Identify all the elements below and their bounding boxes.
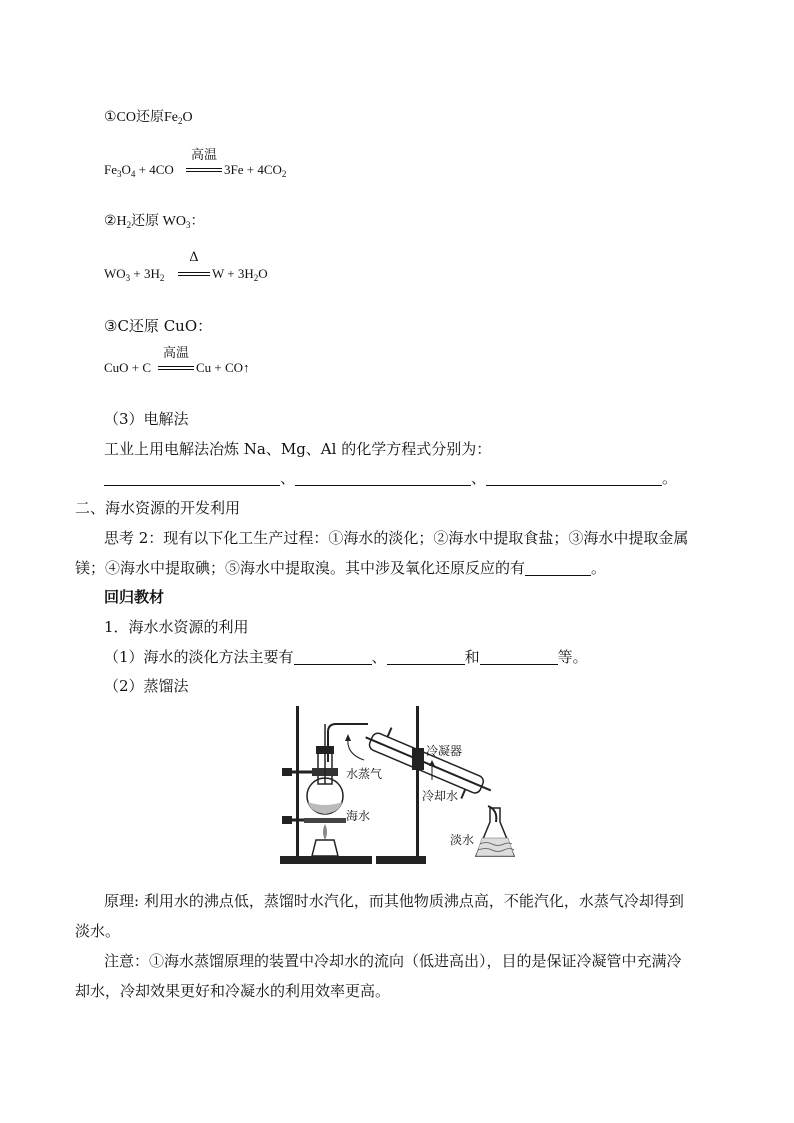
- formula-text: Fe: [104, 162, 117, 177]
- flame: [323, 824, 327, 840]
- clamp: [282, 816, 292, 824]
- principle-line-1: 原理: 利用水的沸点低，蒸馏时水汽化，而其他物质沸点高，不能汽化，水蒸气冷却得到: [104, 892, 684, 910]
- formula-text: O: [258, 266, 268, 281]
- reaction-2-rhs: [212, 264, 268, 284]
- clamp: [282, 768, 292, 776]
- reaction-3-condition: 高温: [162, 346, 189, 361]
- subscript: 3: [117, 169, 122, 179]
- subscript: 2: [159, 273, 165, 283]
- electrolysis-heading: （3）电解法: [104, 410, 189, 428]
- label-vapor: 水蒸气: [346, 767, 383, 781]
- arrow-head: [345, 734, 351, 741]
- reaction-2-title-text: ②H: [104, 214, 127, 229]
- separator: 、: [280, 469, 296, 487]
- subscript: 4: [130, 169, 136, 179]
- electrolysis-prompt: 工业上用电解法冶炼 Na、Mg、Al 的化学方程式分别为：: [104, 440, 492, 458]
- section-2-heading: 二、海水资源的开发利用: [75, 499, 241, 517]
- answer-blank[interactable]: [486, 469, 662, 486]
- think-2-line-1: 思考 2：现有以下化工生产过程：①海水的淡化；②海水中提取食盐；③海水中提取金属: [104, 529, 689, 547]
- answer-blank[interactable]: [294, 648, 372, 665]
- stand-base-left: [280, 856, 372, 864]
- think-2-text: 镁；④海水中提取碘；⑤海水中提取溴。其中涉及氧化还原反应的有: [75, 559, 526, 577]
- reaction-2-lhs: [104, 264, 164, 284]
- reaction-2-title-text: 还原 WO: [131, 214, 186, 229]
- reaction-1-title-text: ①CO还原Fe: [104, 110, 178, 125]
- reaction-3-title: ③C还原 CuO：: [104, 317, 213, 335]
- label-coolant: 冷却水: [422, 789, 459, 803]
- formula-text: + 3H: [130, 266, 160, 281]
- condenser-clamp: [412, 748, 424, 770]
- reaction-1-title: [104, 108, 193, 128]
- formula-text: W + 3H: [212, 266, 254, 281]
- period: 。: [662, 469, 678, 487]
- question-1: [104, 647, 588, 667]
- answer-blank[interactable]: [387, 648, 465, 665]
- question-2: （2）蒸馏法: [104, 677, 189, 695]
- reaction-3-lhs: CuO + C: [104, 360, 152, 375]
- subscript: 3: [186, 220, 191, 230]
- reaction-2-condition: Δ: [189, 250, 199, 265]
- item-1-heading: 1．海水水资源的利用: [104, 618, 249, 636]
- label-seawater: 海水: [346, 809, 371, 823]
- answer-blank[interactable]: [480, 648, 558, 665]
- water-inlet: [461, 789, 465, 798]
- conjunction: 和: [464, 648, 480, 666]
- formula-text: + 4CO: [135, 162, 174, 177]
- vapor-arrow: [348, 738, 364, 760]
- question-1-end: 等。: [557, 648, 588, 666]
- reaction-3-rhs: Cu + CO↑: [196, 360, 250, 375]
- formula-text: WO: [104, 266, 126, 281]
- subscript: 2: [178, 116, 183, 126]
- return-to-textbook-heading: 回归教材: [104, 588, 165, 606]
- reaction-2-equals-sign: [178, 272, 210, 276]
- fresh-water-liquid: [476, 838, 514, 856]
- question-1-text: （1）海水的淡化方法主要有: [104, 648, 294, 666]
- reaction-1-title-text: O: [182, 110, 193, 125]
- note-line-1: 注意：①海水蒸馏原理的装置中冷却水的流向（低进高出），目的是保证冷凝管中充满冷: [104, 952, 682, 970]
- principle-line-2: 淡水。: [75, 922, 121, 940]
- answer-blank[interactable]: [295, 469, 471, 486]
- electrolysis-blanks: [104, 468, 677, 488]
- period: 。: [591, 559, 607, 577]
- alcohol-lamp: [312, 840, 338, 856]
- distillation-apparatus-diagram: [276, 704, 536, 870]
- subscript: 2: [126, 220, 132, 230]
- separator: 、: [471, 469, 487, 487]
- answer-blank[interactable]: [525, 559, 591, 576]
- seawater-liquid: [308, 802, 342, 814]
- answer-blank[interactable]: [104, 469, 280, 486]
- separator: 、: [371, 648, 387, 666]
- reaction-2-title: [104, 212, 205, 232]
- reaction-1-equals-sign: [186, 168, 222, 172]
- subscript: 2: [281, 169, 287, 179]
- stand-rod-left: [296, 706, 299, 858]
- reaction-1-lhs: [104, 160, 174, 180]
- reaction-1-rhs: [224, 160, 286, 180]
- water-outlet: [388, 728, 392, 737]
- formula-text: 3Fe + 4CO: [224, 162, 282, 177]
- stand-rod-right: [416, 706, 419, 858]
- think-2-line-2: [75, 558, 606, 578]
- subscript: 3: [125, 273, 131, 283]
- arrow-head: [429, 760, 435, 766]
- label-condenser: 冷凝器: [426, 744, 463, 758]
- label-fresh-water: 淡水: [450, 833, 475, 847]
- note-line-2: 却水，冷却效果更好和冷凝水的利用效率更高。: [75, 982, 391, 1000]
- reaction-3-equals-sign: [158, 366, 194, 370]
- wire-gauze: [304, 818, 346, 823]
- reaction-1-condition: 高温: [190, 148, 217, 163]
- reaction-2-title-text: ：: [190, 214, 205, 229]
- subscript: 2: [253, 273, 259, 283]
- formula-text: O: [121, 162, 131, 177]
